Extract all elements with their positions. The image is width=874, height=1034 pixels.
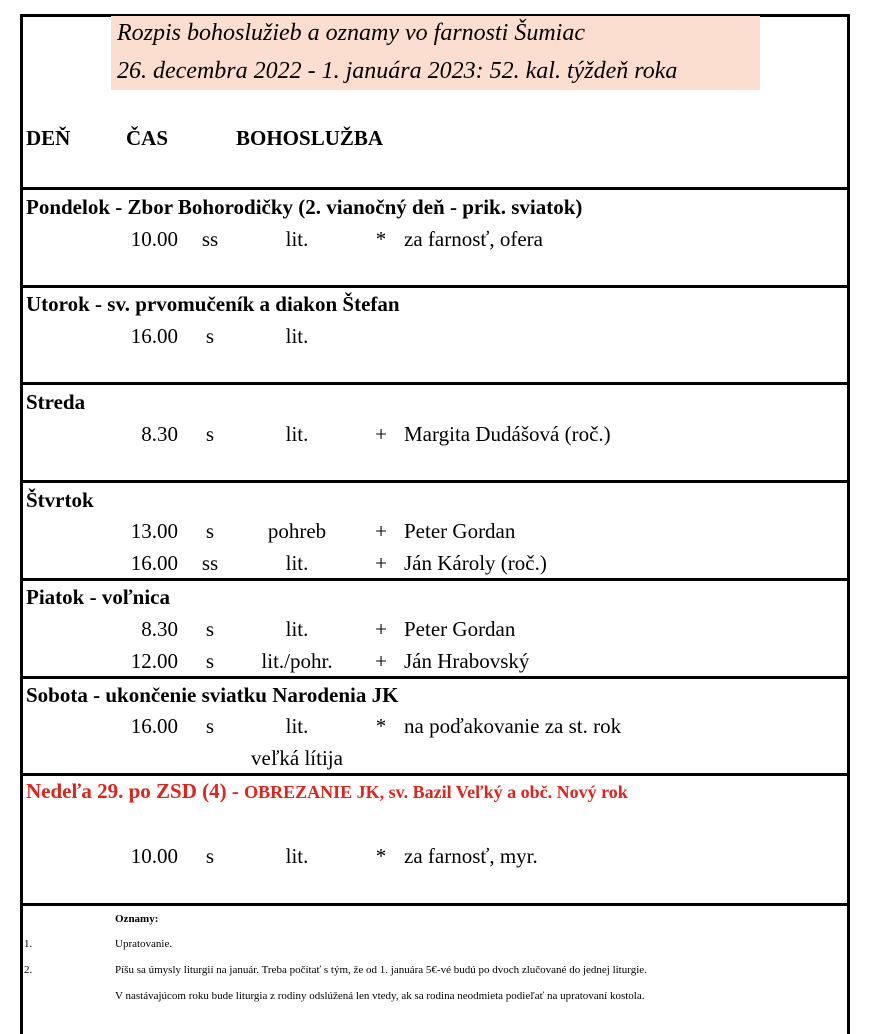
divider bbox=[20, 382, 850, 385]
intention-text: Ján Károly (roč.) bbox=[404, 551, 547, 575]
page-title: Rozpis bohoslužieb a oznamy vo farnosti Šumiac bbox=[117, 20, 585, 46]
note-number: 2. bbox=[24, 964, 33, 976]
day-title-friday: Piatok - voľnica bbox=[26, 585, 171, 609]
intention-symbol: + bbox=[375, 422, 387, 446]
divider bbox=[20, 676, 850, 679]
service-type: s bbox=[205, 844, 215, 868]
service-time: 10.00 bbox=[130, 844, 178, 868]
day-title-sunday bbox=[26, 777, 628, 806]
service-type: s bbox=[205, 649, 215, 673]
intention-symbol: * bbox=[375, 227, 387, 251]
day-title-thursday: Štvrtok bbox=[26, 488, 94, 512]
sunday-title-feast: OBREZANIE JK, sv. Bazil Veľký a obč. Nový rok bbox=[244, 782, 628, 802]
column-header-day: DEŇ bbox=[26, 126, 71, 150]
intention-text: Ján Hrabovský bbox=[404, 649, 530, 673]
divider bbox=[20, 285, 850, 288]
service-type: s bbox=[205, 422, 215, 446]
note-number: 1. bbox=[24, 938, 33, 950]
service-type: s bbox=[205, 714, 215, 738]
day-title-monday: Pondelok - Zbor Bohorodičky (2. vianočný deň - prik. sviatok) bbox=[26, 195, 583, 219]
intention-symbol: + bbox=[375, 551, 387, 575]
service-type: s bbox=[205, 617, 215, 641]
service-type: ss bbox=[201, 227, 219, 251]
intention-text: Peter Gordan bbox=[404, 519, 516, 543]
intention-text: Peter Gordan bbox=[404, 617, 516, 641]
service-kind: pohreb bbox=[267, 519, 327, 543]
service-kind: lit. bbox=[285, 844, 309, 868]
service-type: s bbox=[205, 519, 215, 543]
service-time: 16.00 bbox=[130, 551, 178, 575]
intention-text: za farnosť, myr. bbox=[404, 844, 538, 868]
service-time: 13.00 bbox=[130, 519, 178, 543]
intention-symbol: * bbox=[375, 844, 387, 868]
procession-note: veľká lítija bbox=[251, 746, 343, 770]
intention-symbol: + bbox=[375, 649, 387, 673]
note-continuation: V nastávajúcom roku bude liturgia z rodiny odslúžená len vtedy, ak sa rodina neodmieta podieľať na upratovaní kostola. bbox=[115, 990, 645, 1002]
intention-symbol: + bbox=[375, 617, 387, 641]
column-header-time: ČAS bbox=[126, 126, 169, 150]
service-kind: lit./pohr. bbox=[261, 649, 333, 673]
page-subtitle: 26. decembra 2022 - 1. januára 2023: 52. kal. týždeň roka bbox=[117, 58, 678, 84]
service-time: 8.30 bbox=[141, 422, 178, 446]
service-kind: lit. bbox=[285, 714, 309, 738]
note-text: Upratovanie. bbox=[115, 938, 173, 950]
service-time: 12.00 bbox=[130, 649, 178, 673]
intention-text: za farnosť, ofera bbox=[404, 227, 543, 251]
column-header-service: BOHOSLUŽBA bbox=[236, 126, 384, 150]
divider bbox=[20, 903, 850, 906]
sunday-title-main: Nedeľa 29. po ZSD (4) - bbox=[26, 779, 245, 803]
service-kind: lit. bbox=[285, 551, 309, 575]
service-kind: lit. bbox=[285, 324, 309, 348]
intention-symbol: + bbox=[375, 519, 387, 543]
notes-heading: Oznamy: bbox=[115, 913, 159, 925]
service-time: 10.00 bbox=[130, 227, 178, 251]
service-kind: lit. bbox=[285, 422, 309, 446]
note-text: Píšu sa úmysly liturgií na január. Treba počítať s tým, že od 1. januára 5€-vé budú po dvoch zlučované do jednej liturgie. bbox=[115, 964, 647, 976]
divider bbox=[20, 578, 850, 581]
service-kind: lit. bbox=[285, 617, 309, 641]
service-time: 8.30 bbox=[141, 617, 178, 641]
divider bbox=[20, 773, 850, 776]
intention-text: na poďakovanie za st. rok bbox=[404, 714, 622, 738]
intention-text: Margita Dudášová (roč.) bbox=[404, 422, 611, 446]
divider bbox=[20, 187, 850, 190]
day-title-tuesday: Utorok - sv. prvomučeník a diakon Štefan bbox=[26, 292, 400, 316]
service-type: s bbox=[205, 324, 215, 348]
service-time: 16.00 bbox=[130, 714, 178, 738]
service-time: 16.00 bbox=[130, 324, 178, 348]
divider bbox=[20, 480, 850, 483]
intention-symbol: * bbox=[375, 714, 387, 738]
service-type: ss bbox=[201, 551, 219, 575]
day-title-wednesday: Streda bbox=[26, 390, 86, 414]
day-title-saturday: Sobota - ukončenie sviatku Narodenia JK bbox=[26, 683, 399, 707]
service-kind: lit. bbox=[285, 227, 309, 251]
